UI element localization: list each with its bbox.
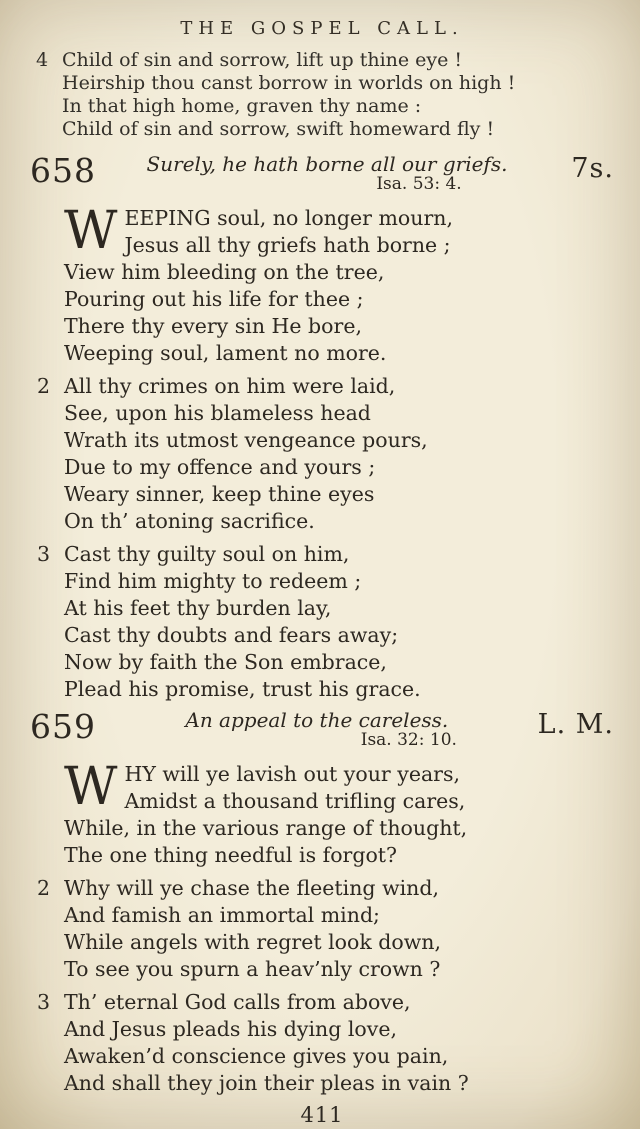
verse-line: Find him mighty to redeem ; — [64, 569, 362, 593]
stanza-body — [64, 875, 614, 983]
verse-line: See, upon his blameless head — [64, 401, 371, 425]
verse-line: Now by faith the Son embrace, — [64, 650, 387, 674]
verse-line: Due to my offence and yours ; — [64, 455, 376, 479]
hymn-title-block — [96, 153, 558, 194]
verse-line: Why will ye chase the fleeting wind, — [64, 876, 440, 900]
stanza-number: 3 — [37, 990, 51, 1014]
stanza-number: 2 — [37, 876, 51, 900]
verse-line: Cast thy doubts and fears away; — [64, 623, 399, 647]
hymn-stanzas — [30, 757, 614, 1097]
hymn-number: 659 — [30, 707, 96, 746]
stanza — [30, 989, 614, 1097]
drop-cap: W — [64, 757, 118, 817]
hymn-stanzas — [30, 201, 614, 703]
verse-line: Pouring out his life for thee ; — [64, 287, 364, 311]
stanza-number: 3 — [37, 542, 51, 566]
verse-line: Amidst a thousand trifling cares, — [124, 789, 466, 813]
verse-line: HY will ye lavish out your years, — [124, 762, 461, 786]
stanza — [30, 201, 614, 367]
hymn-title-block — [96, 709, 538, 750]
verse-line: Th’ eternal God calls from above, — [64, 990, 411, 1014]
stanza-body — [64, 201, 614, 367]
verse-line: EEPING soul, no longer mourn, — [124, 206, 453, 230]
verse-line: And famish an immortal mind; — [64, 903, 380, 927]
verse-line: There thy every sin He bore, — [64, 314, 362, 338]
stanza-body — [64, 373, 614, 535]
hymn-heading — [30, 153, 614, 201]
running-header: THE GOSPEL CALL. — [180, 18, 464, 39]
drop-cap: W — [64, 201, 118, 261]
page-number: 411 — [300, 1103, 344, 1127]
verse-line: While, in the various range of thought, — [64, 816, 468, 840]
hymn-heading — [30, 709, 614, 757]
verse-line: Cast thy guilty soul on him, — [64, 542, 350, 566]
stanza — [30, 373, 614, 535]
verse-line: On th’ atoning sacrifice. — [64, 509, 315, 533]
hymn-scripture-reference: Isa. 32: 10. — [360, 730, 457, 750]
stanza — [30, 875, 614, 983]
stanza-number: 4 — [36, 49, 49, 71]
verse-line: And Jesus pleads his dying love, — [64, 1017, 397, 1041]
stanza — [30, 757, 614, 869]
hymn-658 — [30, 153, 614, 703]
verse-line: Heirship thou canst borrow in worlds on high ! — [62, 72, 516, 94]
hymn-659 — [30, 709, 614, 1097]
verse-line: Wrath its utmost vengeance pours, — [64, 428, 428, 452]
verse-line: At his feet thy burden lay, — [64, 596, 332, 620]
verse-line: Jesus all thy griefs hath borne ; — [124, 233, 451, 257]
verse-line: View him bleeding on the tree, — [64, 260, 385, 284]
verse-line: Child of sin and sorrow, lift up thine eye ! — [62, 49, 463, 71]
verse-line: Weary sinner, keep thine eyes — [64, 482, 375, 506]
verse-line: In that high home, graven thy name : — [62, 95, 422, 117]
hymn-meter: 7s. — [571, 153, 614, 184]
verse-line: And shall they join their pleas in vain ? — [64, 1071, 469, 1095]
verse-line: While angels with regret look down, — [64, 930, 442, 954]
verse-line: All thy crimes on him were laid, — [64, 374, 396, 398]
verse-line: Plead his promise, trust his grace. — [64, 677, 421, 701]
verse-line: The one thing needful is forgot? — [64, 843, 398, 867]
hymn-title: Surely, he hath borne all our griefs. — [146, 152, 508, 176]
stanza — [30, 541, 614, 703]
hymn-title: An appeal to the careless. — [185, 708, 449, 732]
verse-line: To see you spurn a heav’nly crown ? — [64, 957, 441, 981]
hymn-scripture-reference: Isa. 53: 4. — [376, 174, 462, 194]
continuation-stanza — [30, 49, 614, 141]
verse-line: Child of sin and sorrow, swift homeward fly ! — [62, 118, 495, 140]
hymn-number: 658 — [30, 151, 96, 190]
stanza-body — [64, 989, 614, 1097]
stanza-body — [64, 541, 614, 703]
hymn-meter: L. M. — [537, 709, 614, 740]
stanza-number: 2 — [37, 374, 51, 398]
verse-line: Weeping soul, lament no more. — [64, 341, 387, 365]
continuation-lines — [62, 49, 614, 141]
verse-line: Awaken’d conscience gives you pain, — [64, 1044, 449, 1068]
stanza-body — [64, 757, 614, 869]
